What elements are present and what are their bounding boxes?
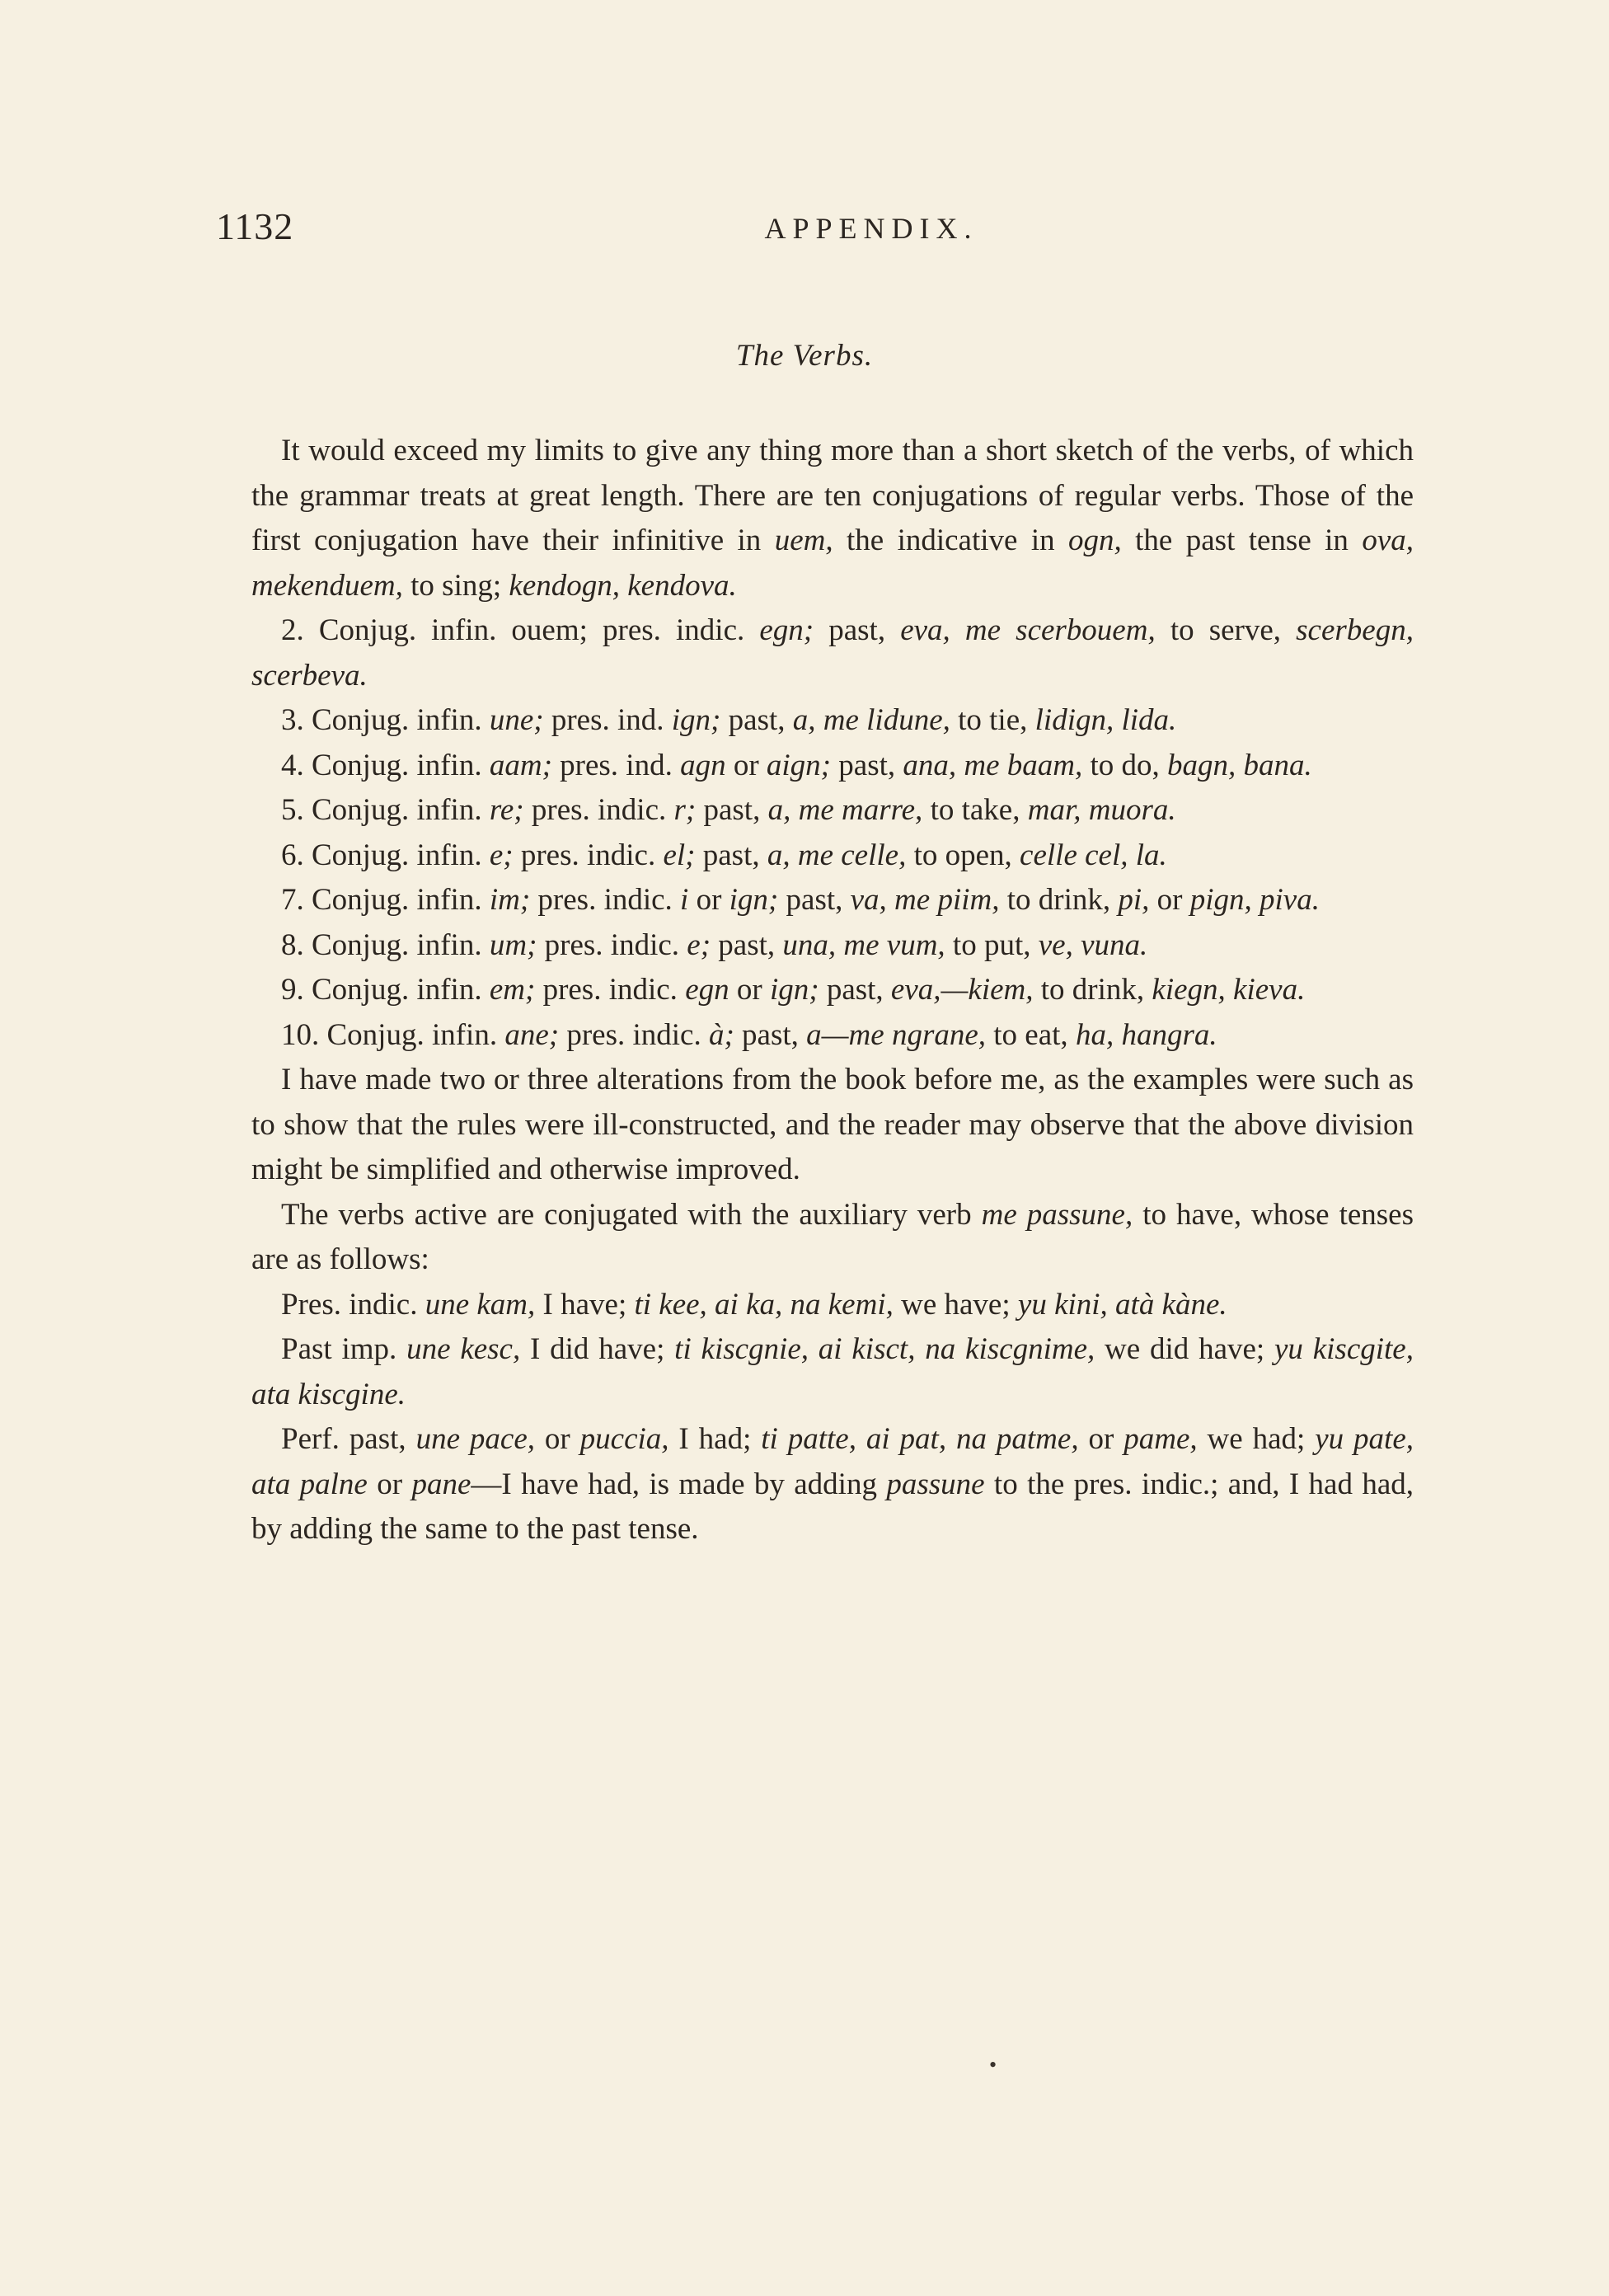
- paragraph-auxiliary: The verbs active are conjugated with the auxiliary verb me passune, to have, whose tenses are as follows:: [251, 1197, 1414, 1276]
- page-number: 1132: [216, 205, 294, 247]
- paragraph-conjugation-7: 7. Conjug. infin. im; pres. indic. i or ign; past, va, me piim, to drink, pi, or pign, piva.: [281, 883, 1320, 917]
- paragraph-conjugation-2: 2. Conjug. infin. ouem; pres. indic. egn; past, eva, me scerbouem, to serve, scerbegn, scerbeva.: [251, 613, 1414, 693]
- running-head: APPENDIX.: [764, 212, 978, 245]
- paragraph-conjugation-9: 9. Conjug. infin. em; pres. indic. egn or ign; past, eva,—kiem, to drink, kiegn, kieva.: [281, 973, 1306, 1007]
- paragraph-past-imperfect: Past imp. une kesc, I did have; ti kiscgnie, ai kisct, na kiscgnime, we did have; yu kiscgite, ata kiscgine.: [251, 1332, 1414, 1411]
- paragraph-conjugation-10: 10. Conjug. infin. ane; pres. indic. à; past, a—me ngrane, to eat, ha, hangra.: [281, 1017, 1217, 1052]
- body-text: [251, 429, 1414, 1552]
- paragraph-perfect-past: Perf. past, une pace, or puccia, I had; ti patte, ai pat, na patme, or pame, we had; yu pate, ata palne or pane—I have had, is made by adding passune to the pres. indic.; and, I had had, by adding the same to the past tense.: [251, 1422, 1414, 1546]
- section-title: The Verbs.: [735, 339, 874, 373]
- paragraph-conjugation-5: 5. Conjug. infin. re; pres. indic. r; past, a, me marre, to take, mar, muora.: [281, 793, 1176, 827]
- paragraph-alterations: I have made two or three alterations from the book before me, as the examples were such as to show that the rules were ill-constructed, and the reader may observe that the above division might be simplified and otherwise improved.: [251, 1063, 1414, 1186]
- paragraph-present-indicative: Pres. indic. une kam, I have; ti kee, ai ka, na kemi, we have; yu kini, atà kàne.: [281, 1287, 1227, 1322]
- paragraph-conjugation-8: 8. Conjug. infin. um; pres. indic. e; past, una, me vum, to put, ve, vuna.: [281, 927, 1148, 962]
- paragraph-conjugation-4: 4. Conjug. infin. aam; pres. ind. agn or aign; past, ana, me baam, to do, bagn, bana.: [281, 748, 1312, 782]
- footer-mark: •: [989, 2053, 997, 2077]
- paragraph-conjugation-6: 6. Conjug. infin. e; pres. indic. el; past, a, me celle, to open, celle cel, la.: [281, 838, 1167, 872]
- paragraph-conjugation-3: 3. Conjug. infin. une; pres. ind. ign; past, a, me lidune, to tie, lidign, lida.: [281, 703, 1177, 737]
- paragraph-intro: It would exceed my limits to give any thing more than a short sketch of the verbs, of which the grammar treats at great length. There are ten conjugations of regular verbs. Those of the first conjugation have their infinitive in uem, the indicative in ogn, the past tense in ova, mekenduem, to sing; kendogn, kendova.: [251, 434, 1414, 603]
- page-header: [216, 204, 1419, 262]
